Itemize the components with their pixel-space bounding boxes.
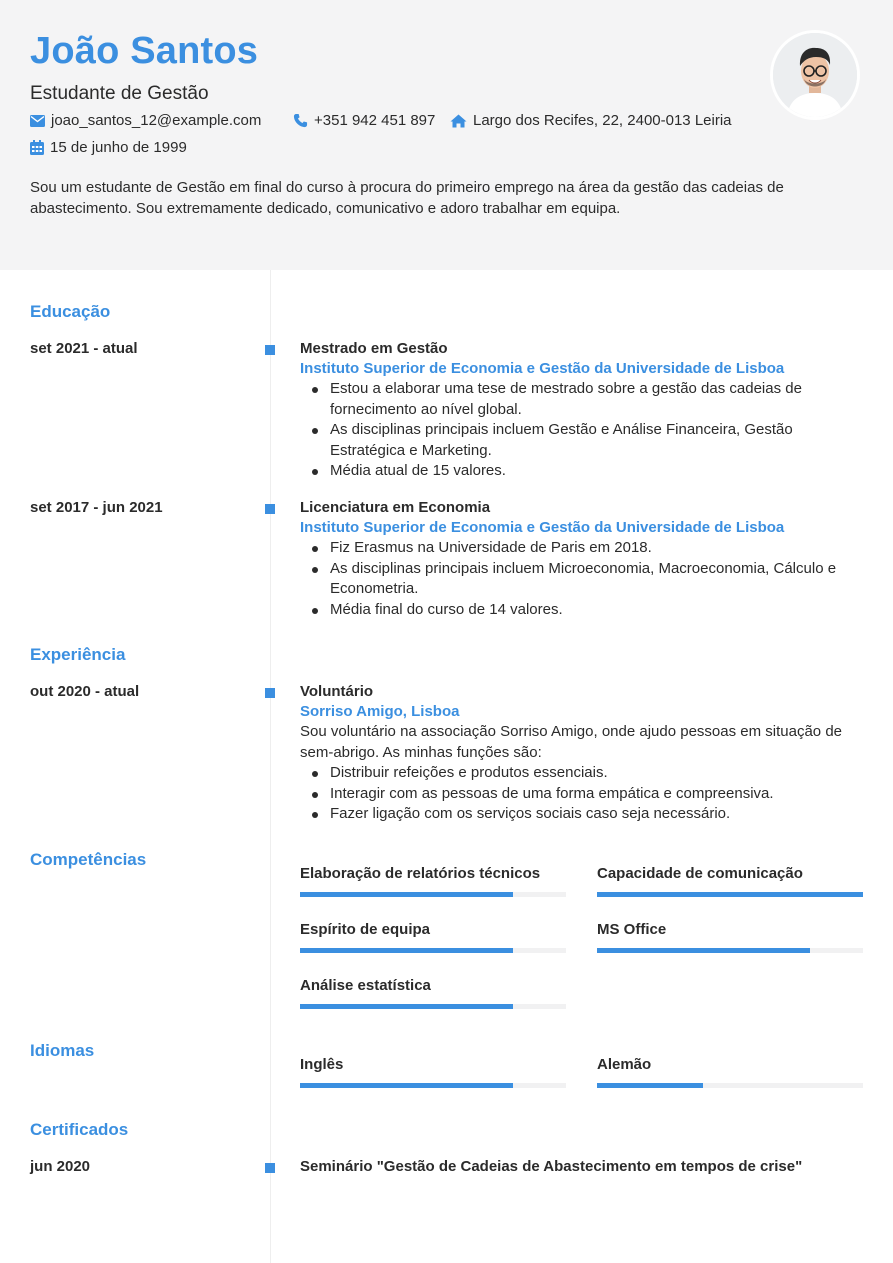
education-dates: set 2021 - atual <box>30 340 138 357</box>
experience-organization: Sorriso Amigo, Lisboa <box>300 703 460 720</box>
education-institution: Instituto Superior de Economia e Gestão da Universidade de Lisboa <box>300 360 785 377</box>
education-dates: set 2017 - jun 2021 <box>30 499 163 516</box>
list-item: Estou a elaborar uma tese de mestrado sobre a gestão das cadeias de fornecimento ao nível global. <box>300 379 865 420</box>
list-item: Fazer ligação com os serviços sociais caso seja necessário. <box>300 804 865 825</box>
envelope-icon <box>30 115 45 127</box>
skill-bar-fill <box>300 948 513 953</box>
list-item: As disciplinas principais incluem Microeconomia, Macroeconomia, Cálculo e Econometria. <box>300 559 865 600</box>
education-bullets <box>300 379 865 482</box>
section-title-experience: Experiência <box>30 645 126 664</box>
education-title: Licenciatura em Economia <box>300 499 491 516</box>
avatar <box>770 30 860 120</box>
skill-bar <box>300 892 566 897</box>
language-bar-fill <box>597 1083 703 1088</box>
birthdate-contact <box>30 139 187 156</box>
education-institution: Instituto Superior de Economia e Gestão da Universidade de Lisboa <box>300 519 785 536</box>
skill-name: Elaboração de relatórios técnicos <box>300 865 541 882</box>
timeline-marker <box>265 504 275 514</box>
timeline-marker <box>265 688 275 698</box>
list-item: As disciplinas principais incluem Gestão e Análise Financeira, Gestão Estratégica e Marketing. <box>300 420 865 461</box>
resume-header <box>0 0 893 270</box>
list-item: Interagir com as pessoas de uma forma empática e compreensiva. <box>300 784 865 805</box>
list-item: Distribuir refeições e produtos essenciais. <box>300 763 865 784</box>
experience-bullets <box>300 763 865 825</box>
skill-name: Análise estatística <box>300 977 431 994</box>
education-bullets <box>300 538 865 620</box>
language-bar <box>597 1083 863 1088</box>
section-title-certificates: Certificados <box>30 1120 129 1139</box>
candidate-name: João Santos <box>30 30 259 72</box>
skill-bar <box>300 948 566 953</box>
education-title: Mestrado em Gestão <box>300 340 448 357</box>
list-item: Fiz Erasmus na Universidade de Paris em 2018. <box>300 538 865 559</box>
section-title-languages: Idiomas <box>30 1041 95 1060</box>
skill-name: MS Office <box>597 921 667 938</box>
section-title-skills: Competências <box>30 850 147 869</box>
phone-contact[interactable] <box>293 112 435 129</box>
address-text: Largo dos Recifes, 22, 2400-013 Leiria <box>473 112 732 129</box>
profile-photo <box>773 33 857 117</box>
language-bar <box>300 1083 566 1088</box>
email-text: joao_santos_12@example.com <box>51 112 262 129</box>
skill-bar-fill <box>597 892 863 897</box>
home-icon <box>450 114 467 128</box>
skill-bar <box>300 1004 566 1009</box>
skill-bar-fill <box>300 892 513 897</box>
job-title: Estudante de Gestão <box>30 83 209 104</box>
language-name: Alemão <box>597 1056 652 1073</box>
skill-name: Espírito de equipa <box>300 921 431 938</box>
timeline-divider <box>270 270 271 1263</box>
address-contact <box>450 112 732 129</box>
list-item: Média atual de 15 valores. <box>300 461 865 482</box>
phone-text: +351 942 451 897 <box>314 112 436 129</box>
email-contact[interactable] <box>30 112 261 129</box>
calendar-icon <box>30 140 44 155</box>
skill-bar <box>597 892 863 897</box>
language-bar-fill <box>300 1083 513 1088</box>
skill-bar-fill <box>300 1004 513 1009</box>
timeline-marker <box>265 345 275 355</box>
birthdate-text: 15 de junho de 1999 <box>50 139 187 156</box>
section-title-education: Educação <box>30 302 111 321</box>
skill-name: Capacidade de comunicação <box>597 865 803 882</box>
skill-bar <box>597 948 863 953</box>
timeline-marker <box>265 1163 275 1173</box>
profile-summary: Sou um estudante de Gestão em final do curso à procura do primeiro emprego na área da gestão das cadeias de abastecimento. Sou extremamente dedicado, comunicativo e adoro trabalhar em equipa. <box>30 179 784 217</box>
experience-description: Sou voluntário na associação Sorriso Amigo, onde ajudo pessoas em situação de sem-abrigo. As minhas funções são: <box>300 723 842 761</box>
certificate-title: Seminário "Gestão de Cadeias de Abastecimento em tempos de crise" <box>300 1158 803 1175</box>
certificate-dates: jun 2020 <box>30 1158 91 1175</box>
list-item: Média final do curso de 14 valores. <box>300 600 865 621</box>
language-name: Inglês <box>300 1056 344 1073</box>
skill-bar-fill <box>597 948 810 953</box>
experience-dates: out 2020 - atual <box>30 683 140 700</box>
experience-title: Voluntário <box>300 683 374 700</box>
phone-icon <box>293 113 308 128</box>
